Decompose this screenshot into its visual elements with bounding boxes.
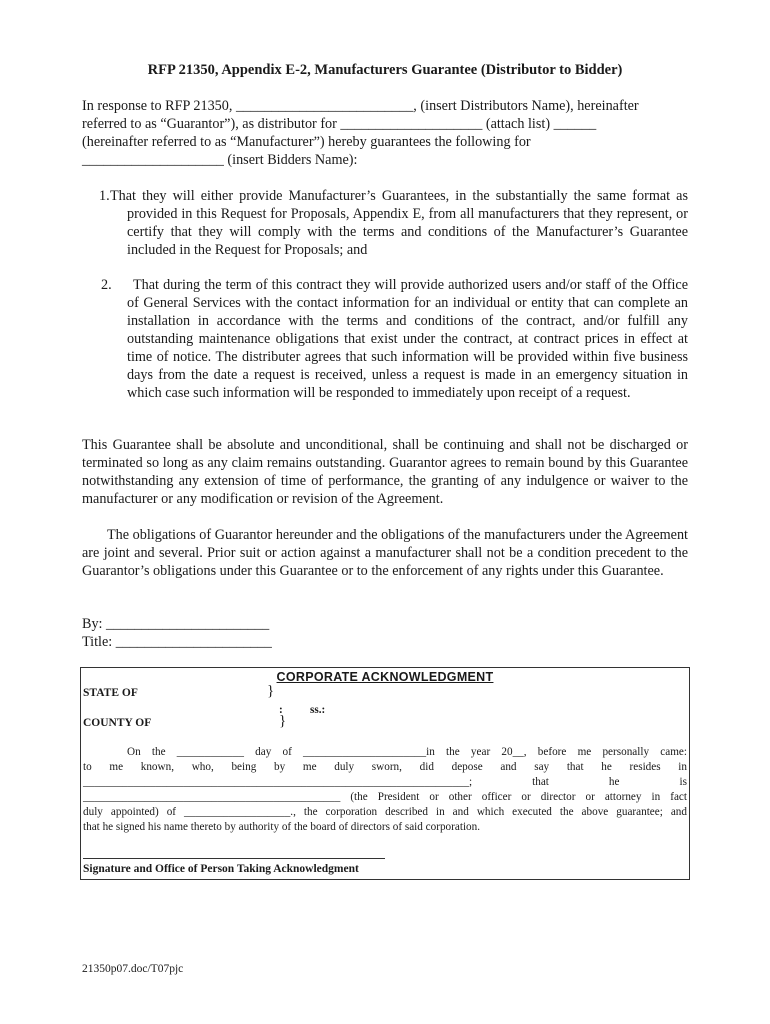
corporate-acknowledgment-box [80, 667, 690, 880]
guarantee-paragraph: This Guarantee shall be absolute and unconditional, shall be continuing and shall not be discharged or terminated so long as any claim remains outstanding. Guarantor agrees to remain bound by this Guarantee notwithstanding any extension of time of performance, the granting of any indulgence or waiver to the manufacturer or any modification or revision of the Agreement. [82, 437, 688, 507]
state-label: STATE OF [83, 687, 138, 699]
signature-rule [83, 858, 385, 859]
ack-line-4: ______________________________________________ (the President or other officer or director or attorney in fact [83, 791, 687, 803]
item-2-number: 2. [101, 277, 112, 293]
brace-bottom: } [279, 713, 287, 729]
brace-top: } [267, 683, 275, 699]
signature-office-label: Signature and Office of Person Taking Acknowledgment [83, 863, 359, 875]
county-label: COUNTY OF [83, 717, 152, 729]
intro-line: referred to as “Guarantor”), as distributor for ____________________ (attach list) ______ [82, 116, 597, 132]
by-signature-line: By: _______________________ [82, 616, 270, 632]
footer-filename: 21350p07.doc/T07pjc [82, 963, 184, 975]
item-2-text: That during the term of this contract they will provide authorized users and/or staff of the Office of General Services with the contact information for an individual or entity that can complete an installation in accordance with the terms and conditions of the contract, and/or fulfill any outstanding maintenance obligations that exist under the contract, at contract prices in effect at time of notice. The distributer agrees that such information will be provided within five business days from the date a request is received, unless a request is made in an emergency situation in which case such information will be responded to immediately upon receipt of a request. [127, 277, 688, 401]
ss-colon: : [279, 704, 283, 716]
item-1-number: 1. [99, 188, 110, 204]
ack-line-1: On the ____________ day of ______________________in the year 20__, before me personally came: [127, 746, 687, 758]
acknowledgment-heading: CORPORATE ACKNOWLEDGMENT [276, 670, 494, 684]
ack-line-2: to me known, who, being by me duly sworn, did depose and say that he resides in [83, 761, 687, 773]
obligations-paragraph: The obligations of Guarantor hereunder and the obligations of the manufacturers under the Agreement are joint and several. Prior suit or action against a manufacturer shall not be a condition precedent to the Guarantor’s obligations under this Guarantee or to the enforcement of any rights under this Guarantee. [82, 527, 688, 579]
item-1-text: That they will either provide Manufacturer’s Guarantees, in the substantially the same format as provided in this Request for Proposals, Appendix E, from all manufacturers that they represent, or certify that they will comply with the terms and conditions of the Manufacturer’s Guarantee included in the Request for Proposals; and [110, 188, 688, 258]
ack-line-6: that he signed his name thereto by authority of the board of directors of said corporation. [83, 821, 481, 833]
intro-line: In response to RFP 21350, _________________________, (insert Distributors Name), hereinafter [82, 98, 639, 114]
ss-label: ss.: [310, 704, 326, 716]
intro-line: ____________________ (insert Bidders Name): [82, 152, 358, 168]
title-signature-line: Title: ______________________ [82, 634, 272, 650]
intro-paragraph [82, 97, 692, 169]
document-title: RFP 21350, Appendix E-2, Manufacturers Guarantee (Distributor to Bidder) [147, 62, 623, 78]
ack-line-3: _____________________________________________________________________; that he is [83, 776, 687, 788]
intro-line: (hereinafter referred to as “Manufacturer”) hereby guarantees the following for [82, 134, 531, 150]
ack-line-5: duly appointed) of ___________________., the corporation described in and which executed the above guarantee; and [83, 806, 687, 818]
